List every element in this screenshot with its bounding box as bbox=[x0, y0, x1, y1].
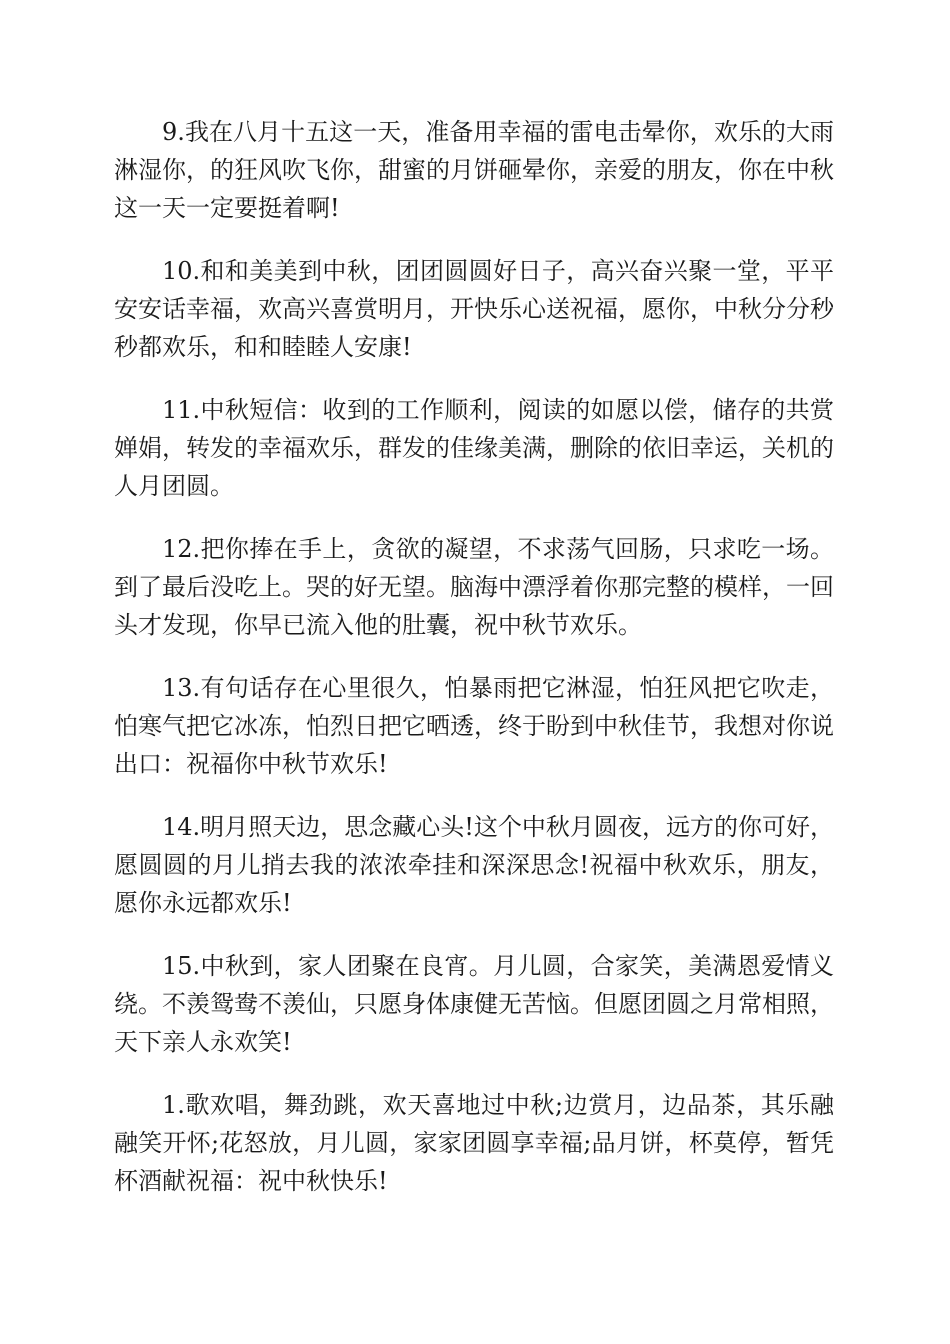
document-body bbox=[114, 113, 834, 1225]
paragraph-11: 11.中秋短信：收到的工作顺利，阅读的如愿以偿，储存的共赏婵娟，转发的幸福欢乐，群发的佳缘美满，删除的依旧幸运，关机的人月团圆。 bbox=[114, 396, 834, 500]
paragraph-15: 15.中秋到，家人团聚在良宵。月儿圆，合家笑，美满恩爱情义绕。不羡鸳鸯不羡仙，只愿身体康健无苦恼。但愿团圆之月常相照，天下亲人永欢笑! bbox=[114, 952, 834, 1056]
paragraph-13: 13.有句话存在心里很久，怕暴雨把它淋湿，怕狂风把它吹走，怕寒气把它冰冻，怕烈日把它晒透，终于盼到中秋佳节，我想对你说出口：祝福你中秋节欢乐! bbox=[114, 674, 834, 778]
paragraph-12: 12.把你捧在手上，贪欲的凝望，不求荡气回肠，只求吃一场。到了最后没吃上。哭的好无望。脑海中漂浮着你那完整的模样，一回头才发现，你早已流入他的肚囊，祝中秋节欢乐。 bbox=[114, 535, 834, 639]
paragraph-1: 1.歌欢唱，舞劲跳，欢天喜地过中秋;边赏月，边品茶，其乐融融笑开怀;花怒放，月儿圆，家家团圆享幸福;品月饼，杯莫停，暂凭杯酒献祝福：祝中秋快乐! bbox=[114, 1091, 834, 1195]
paragraph-14: 14.明月照天边，思念藏心头!这个中秋月圆夜，远方的你可好，愿圆圆的月儿捎去我的浓浓牵挂和深深思念!祝福中秋欢乐，朋友，愿你永远都欢乐! bbox=[114, 813, 834, 917]
paragraph-10: 10.和和美美到中秋，团团圆圆好日子，高兴奋兴聚一堂，平平安安话幸福，欢高兴喜赏明月，开快乐心送祝福，愿你，中秋分分秒秒都欢乐，和和睦睦人安康! bbox=[114, 257, 834, 361]
paragraph-9: 9.我在八月十五这一天，准备用幸福的雷电击晕你，欢乐的大雨淋湿你，的狂风吹飞你，甜蜜的月饼砸晕你，亲爱的朋友，你在中秋这一天一定要挺着啊! bbox=[114, 118, 834, 222]
